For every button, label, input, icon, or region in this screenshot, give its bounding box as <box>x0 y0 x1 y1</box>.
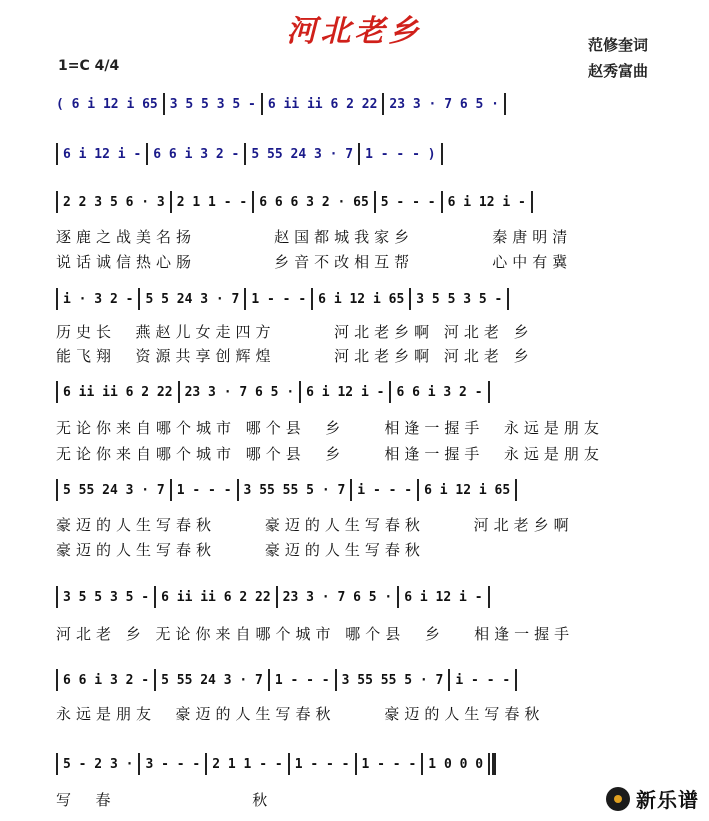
lyric-line: 逐鹿之战美名扬 赵国都城我家乡 秦唐明清 <box>56 227 573 246</box>
composer-credit: 赵秀富曲 <box>588 62 649 80</box>
notation-row <box>56 585 663 609</box>
measure: 6 ii ii 6 2 22 <box>63 384 173 400</box>
measure: 5 55 24 3 · 7 <box>63 482 165 498</box>
song-title: 河北老乡 <box>286 14 423 49</box>
measure: 6 ii ii 6 2 22 <box>161 589 271 605</box>
measure: 1 - - - <box>294 756 350 772</box>
notation-row <box>56 752 663 776</box>
measure: 3 55 55 5 · 7 <box>243 482 346 498</box>
measure: 5 55 24 3 · 7 <box>251 146 354 162</box>
notation-row <box>56 142 663 166</box>
measure: 6 i 12 i - <box>306 384 385 400</box>
lyric-line: 说话诚信热心肠 乡音不改相互帮 心中有冀 <box>56 252 573 271</box>
measure: 1 - - - <box>176 482 232 498</box>
lyric-line: 豪迈的人生写春秋 豪迈的人生写春秋 河北老乡啊 <box>56 515 574 534</box>
measure: 2 2 3 5 6 · 3 <box>63 194 165 210</box>
measure: 5 - - - <box>380 194 436 210</box>
measure: 1 - - - <box>274 672 330 688</box>
measure: 1 - - - <box>361 756 417 772</box>
lyric-line: 永远是朋友 豪迈的人生写春秋 豪迈的人生写春秋 <box>56 704 545 723</box>
lyric-line: 无论你来自哪个城市 哪个县 乡 相逢一握手 永远是朋友 <box>56 444 604 463</box>
measure: 6 i 12 i - <box>63 146 142 162</box>
measure: 1 - - - <box>251 291 307 307</box>
barline <box>515 479 517 501</box>
barline <box>531 191 533 213</box>
notation-row <box>56 668 663 692</box>
measure: 5 - 2 3 · <box>63 756 134 772</box>
measure: 1 - - - ) <box>365 146 436 162</box>
measure: 1 0 0 0 <box>428 756 484 772</box>
barline <box>507 288 509 310</box>
measure: i - - - <box>455 672 511 688</box>
lyricist-credit: 范修奎词 <box>588 36 649 54</box>
key-signature: 1=C 4/4 <box>58 58 120 74</box>
measure: 6 ii ii 6 2 22 <box>267 96 378 112</box>
measure: 3 5 5 3 5 - <box>169 96 256 112</box>
notation-row <box>56 478 663 502</box>
watermark-text: 新乐谱 <box>636 788 699 812</box>
final-barline <box>492 753 496 775</box>
measure: i - - - <box>357 482 413 498</box>
barline <box>515 669 517 691</box>
record-disc-icon <box>606 787 630 811</box>
measure: 5 5 24 3 · 7 <box>145 291 240 307</box>
watermark-logo <box>606 784 699 813</box>
measure: 6 6 i 3 2 - <box>63 672 150 688</box>
measure: 6 i 12 i - <box>404 589 483 605</box>
measure: 2 1 1 - - <box>212 756 283 772</box>
measure: 6 i 12 i 65 <box>424 482 511 498</box>
barline <box>441 143 443 165</box>
measure: 3 5 5 3 5 - <box>63 589 150 605</box>
notation-row <box>56 287 663 311</box>
measure: 3 5 5 3 5 - <box>416 291 503 307</box>
notation-row <box>56 190 663 214</box>
measure: 6 6 6 3 2 · 65 <box>259 194 369 210</box>
measure: ( 6 i 12 i 65 <box>56 96 158 112</box>
lyric-line: 豪迈的人生写春秋 豪迈的人生写春秋 <box>56 540 425 559</box>
measure: 6 i 12 i - <box>447 194 526 210</box>
lyric-line: 写 春 秋 <box>56 790 273 809</box>
barline <box>488 586 490 608</box>
notation-row <box>56 380 663 404</box>
lyric-line: 河北老 乡 无论你来自哪个城市 哪个县 乡 相逢一握手 <box>56 624 575 643</box>
measure: 2 1 1 - - <box>176 194 248 210</box>
measure: 3 55 55 5 · 7 <box>341 672 444 688</box>
measure: 3 - - - <box>145 756 201 772</box>
lyric-line: 能飞翔 资源共享创辉煌 河北老乡啊 河北老 乡 <box>56 346 534 365</box>
lyric-line: 无论你来自哪个城市 哪个县 乡 相逢一握手 永远是朋友 <box>56 418 604 437</box>
barline <box>488 753 490 775</box>
measure: 23 3 · 7 6 5 · <box>282 589 393 605</box>
measure: i · 3 2 - <box>63 291 134 307</box>
barline <box>504 93 506 115</box>
lyric-line: 历史长 燕赵儿女走四方 河北老乡啊 河北老 乡 <box>56 322 534 341</box>
notation-row <box>56 92 663 116</box>
measure: 5 55 24 3 · 7 <box>161 672 263 688</box>
measure: 6 i 12 i 65 <box>318 291 405 307</box>
barline <box>488 381 490 403</box>
measure: 6 6 i 3 2 - <box>153 146 240 162</box>
measure: 23 3 · 7 6 5 · <box>389 96 499 112</box>
measure: 6 6 i 3 2 - <box>396 384 483 400</box>
measure: 23 3 · 7 6 5 · <box>184 384 295 400</box>
